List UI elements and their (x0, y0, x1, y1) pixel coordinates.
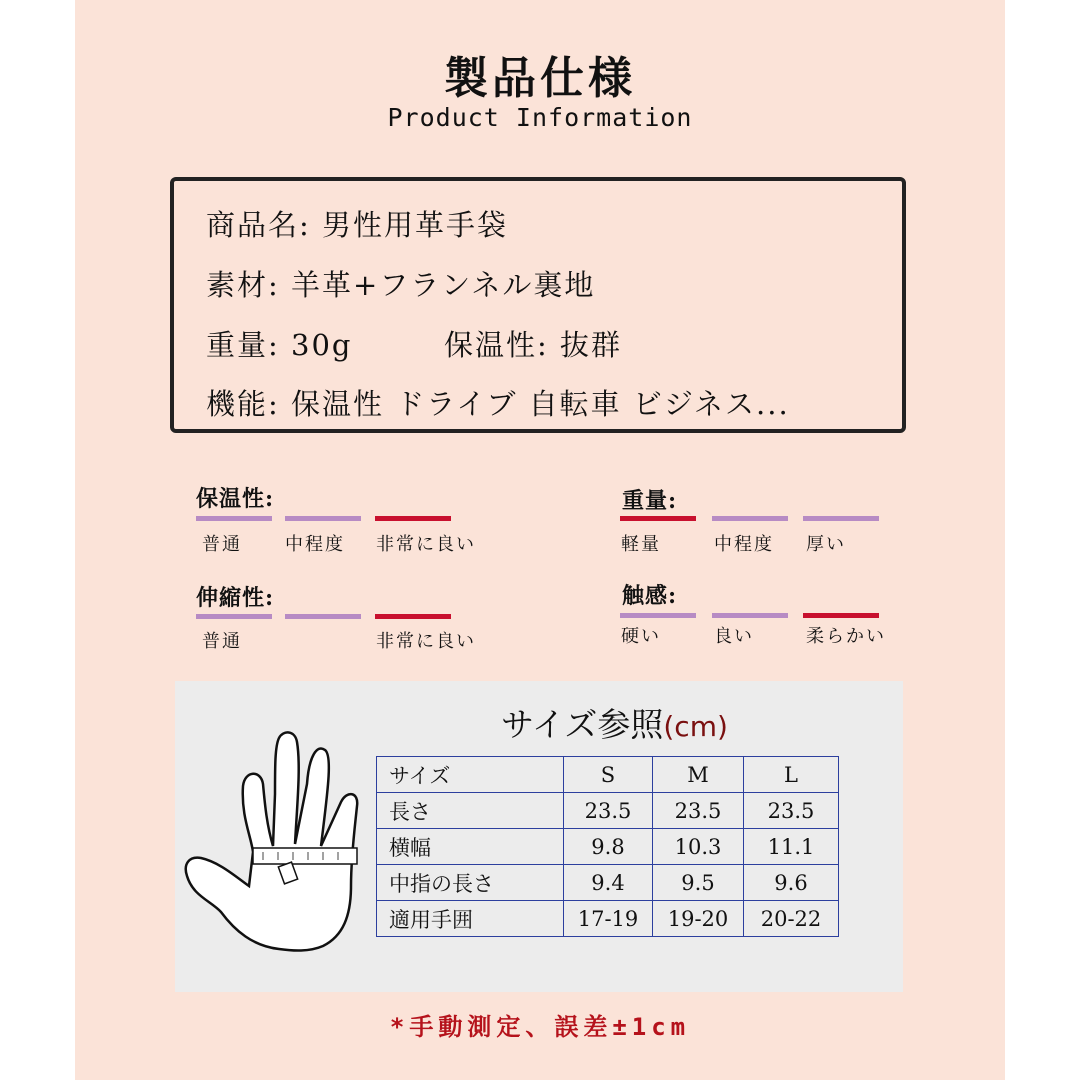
measurement-note: *手動測定、誤差±1cm (389, 1013, 691, 1041)
table-row (377, 865, 839, 901)
table-cell: 9.4 (564, 865, 653, 901)
stretch-option-1: 普通 (202, 631, 242, 652)
header-cell: サイズ (377, 757, 564, 793)
touch-bar-3-selected (803, 613, 879, 618)
product-name: 商品名: 男性用革手袋 (206, 208, 508, 242)
warmth-bar-3-selected (375, 516, 451, 521)
table-cell: 長さ (377, 793, 564, 829)
product-info-box (170, 177, 906, 433)
stretch-bar-1 (196, 614, 272, 619)
weight-bar-2 (712, 516, 788, 521)
touch-option-1: 硬い (621, 626, 661, 647)
table-cell: 9.5 (653, 865, 744, 901)
table-cell: 9.6 (744, 865, 839, 901)
table-cell: 9.8 (564, 829, 653, 865)
size-table (376, 756, 839, 937)
weight-bar-1-selected (620, 516, 696, 521)
header-cell: S (564, 757, 653, 793)
table-header-row (377, 757, 839, 793)
weight-option-3: 厚い (806, 534, 846, 555)
table-cell: 20-22 (744, 901, 839, 937)
touch-bar-2 (712, 613, 788, 618)
weight-option-2: 中程度 (714, 534, 774, 555)
stretch-bar-3-selected (375, 614, 451, 619)
weight-option-1: 軽量 (621, 534, 661, 555)
stretch-option-3: 非常に良い (376, 631, 476, 652)
warmth-option-1: 普通 (202, 534, 242, 555)
table-cell: 適用手囲 (377, 901, 564, 937)
table-cell: 横幅 (377, 829, 564, 865)
table-row (377, 793, 839, 829)
table-cell: 23.5 (564, 793, 653, 829)
header-cell: M (653, 757, 744, 793)
header-cell: L (744, 757, 839, 793)
table-row (377, 829, 839, 865)
size-chart-unit: (cm) (663, 710, 728, 743)
product-warmth: 保温性: 抜群 (444, 328, 622, 362)
weight-bar-3 (803, 516, 879, 521)
warmth-rating-label: 保温性: (196, 486, 275, 512)
table-cell: 19-20 (653, 901, 744, 937)
warmth-bar-2 (285, 516, 361, 521)
table-cell: 23.5 (744, 793, 839, 829)
hand-diagram-icon (183, 726, 373, 956)
size-chart-title-text: サイズ参照 (501, 705, 664, 744)
product-function: 機能: 保温性 ドライブ 自転車 ビジネス... (206, 387, 790, 421)
warmth-bar-1 (196, 516, 272, 521)
page-subtitle: Product Information (387, 103, 693, 132)
table-cell: 23.5 (653, 793, 744, 829)
stretch-rating-label: 伸縮性: (196, 585, 275, 611)
size-chart-card (175, 681, 903, 992)
touch-bar-1 (620, 613, 696, 618)
size-chart-title (501, 699, 728, 746)
table-cell: 17-19 (564, 901, 653, 937)
touch-option-3: 柔らかい (806, 626, 886, 647)
touch-rating-label: 触感: (622, 583, 678, 609)
weight-rating-label: 重量: (622, 488, 678, 514)
table-cell: 10.3 (653, 829, 744, 865)
touch-option-2: 良い (714, 626, 754, 647)
warmth-option-2: 中程度 (285, 534, 345, 555)
product-material: 素材: 羊革+フランネル裏地 (206, 268, 596, 302)
product-weight: 重量: 30g (206, 328, 353, 362)
stretch-bar-2 (285, 614, 361, 619)
page-title: 製品仕様 (444, 53, 636, 104)
table-cell: 11.1 (744, 829, 839, 865)
table-cell: 中指の長さ (377, 865, 564, 901)
table-row (377, 901, 839, 937)
warmth-option-3: 非常に良い (376, 534, 476, 555)
